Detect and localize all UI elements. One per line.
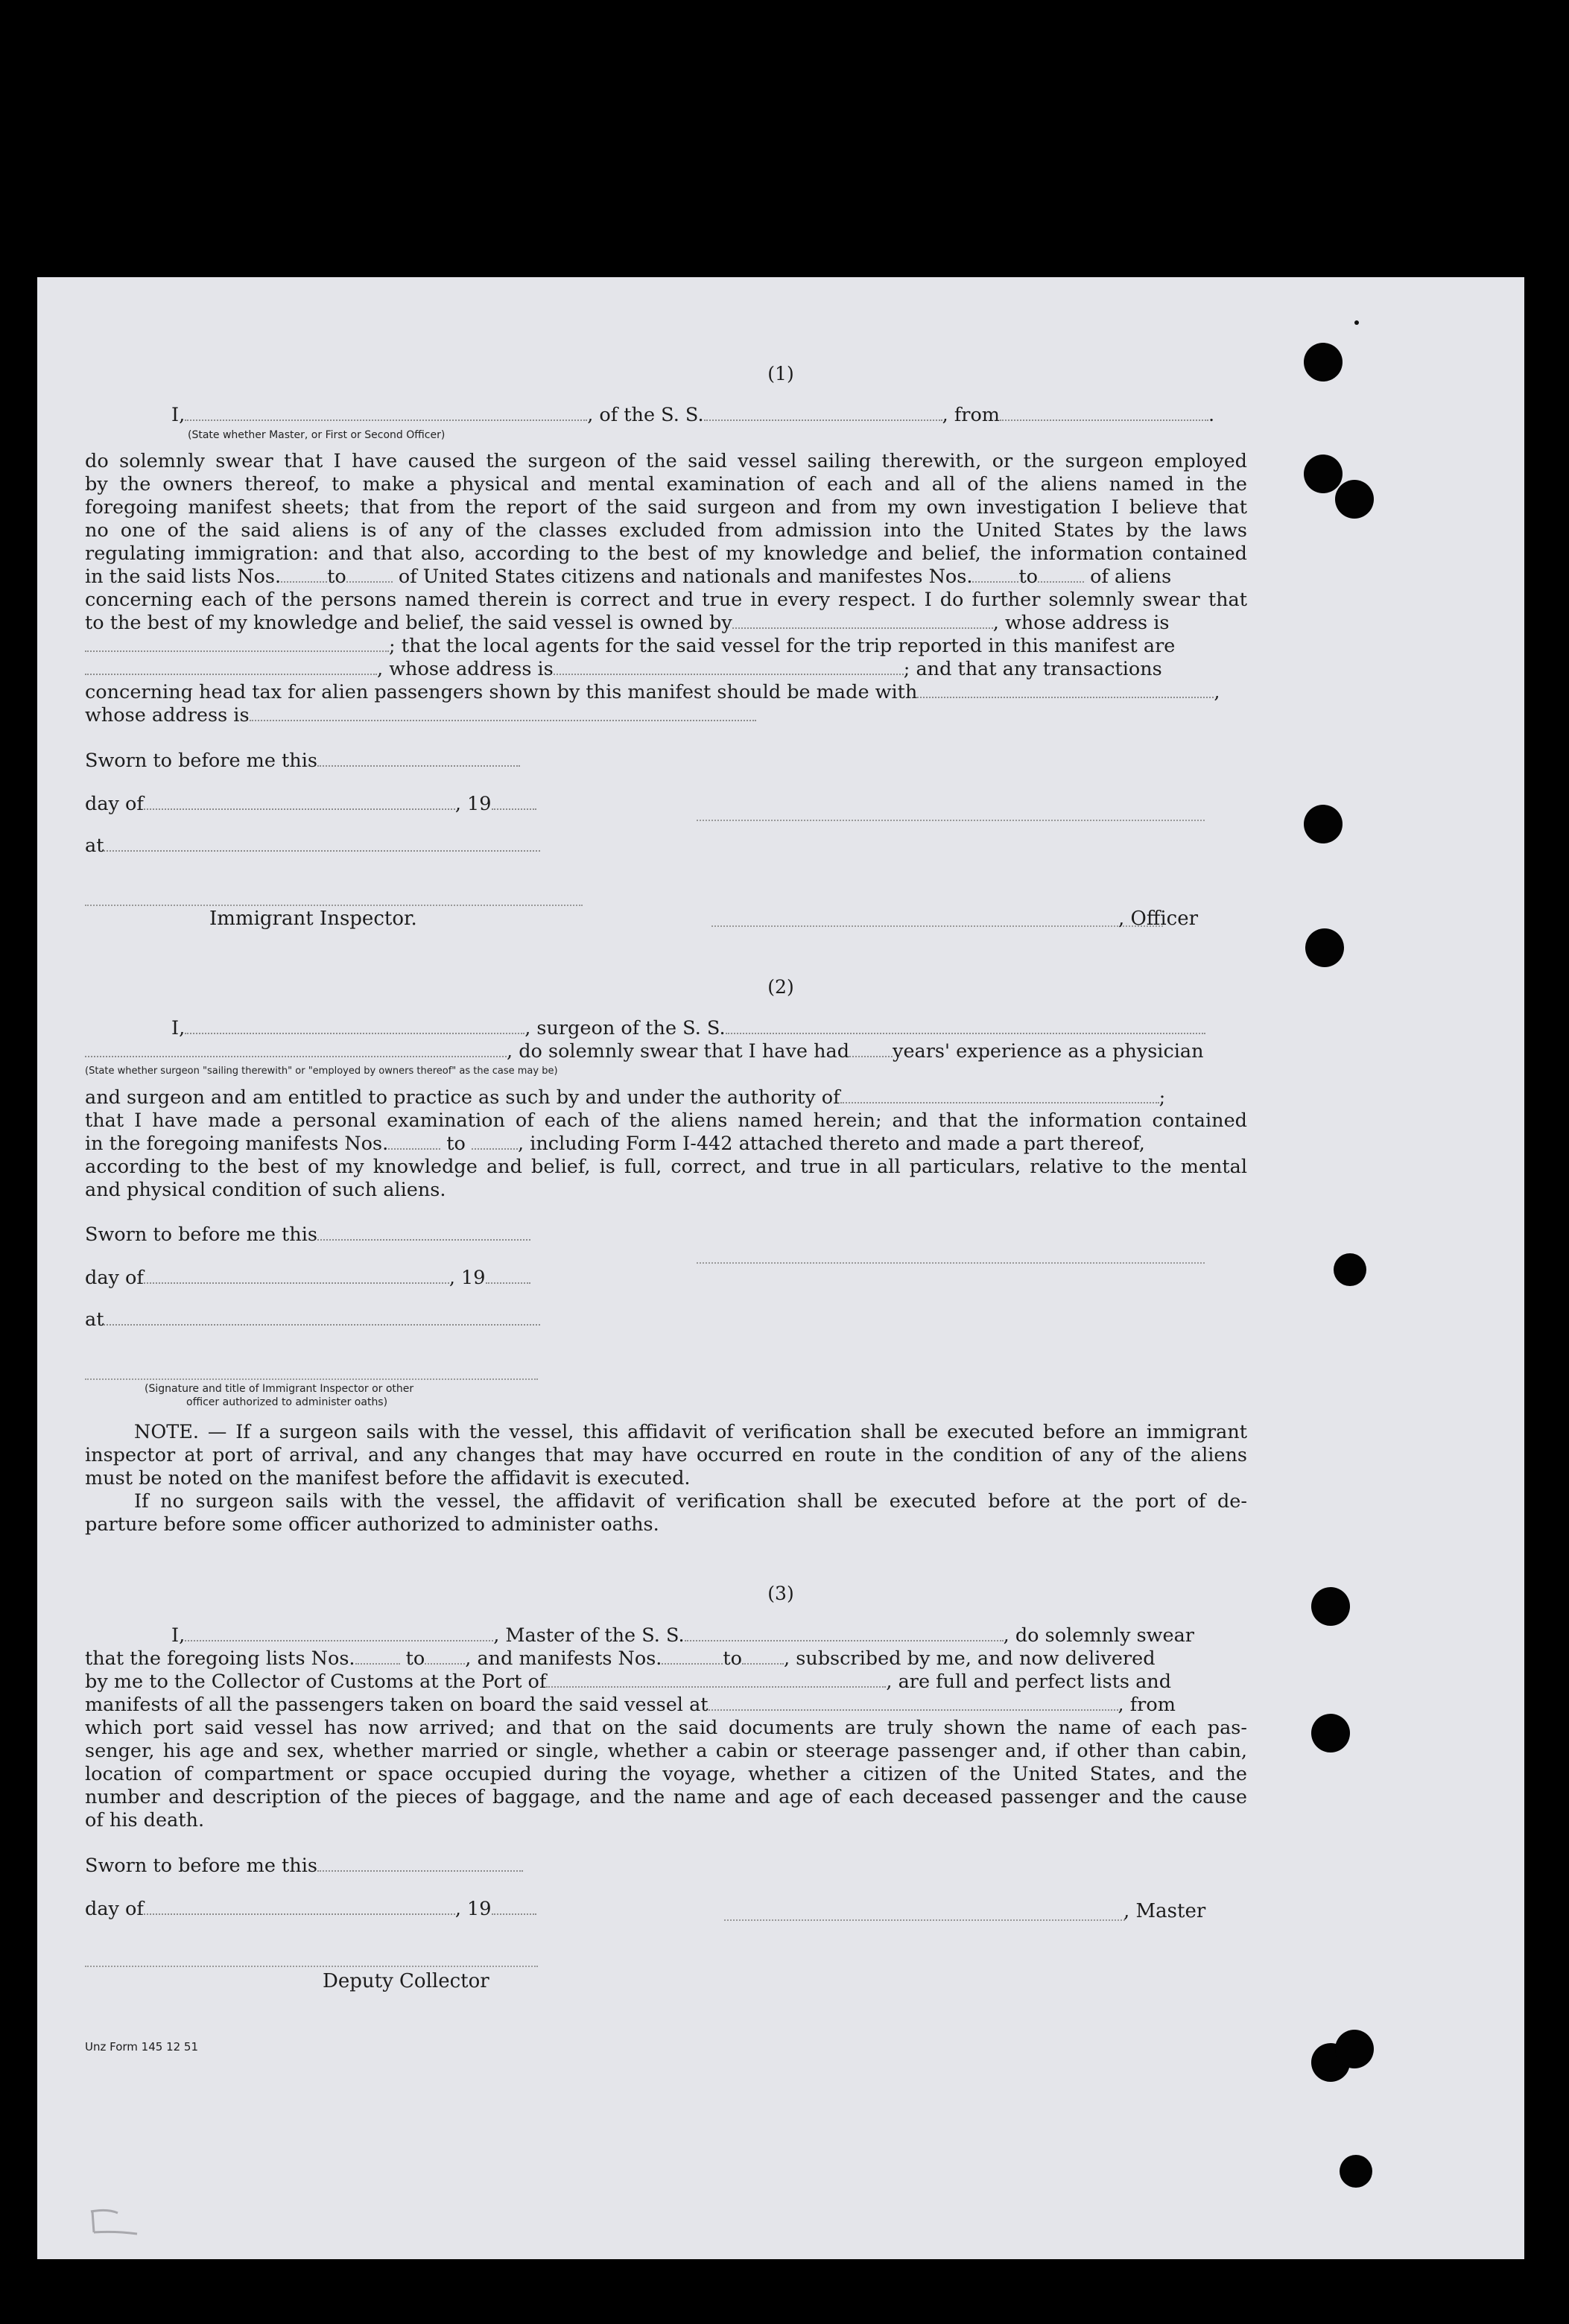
surgeon-status-field[interactable] bbox=[85, 1041, 507, 1057]
section-2-line-2 bbox=[85, 1040, 1247, 1063]
text: ; that the local agents for the said vessel for the trip reported in this manifest are bbox=[389, 635, 1176, 657]
punch-hole bbox=[1304, 805, 1343, 843]
section-3-line-4 bbox=[85, 1694, 1247, 1717]
section-1-body-2: by the owners thereof, to make a physical and mental examination of each and all of the aliens named in the bbox=[85, 473, 1247, 495]
place-field[interactable] bbox=[104, 835, 540, 852]
section-2-number: (2) bbox=[767, 976, 794, 998]
manifest-from-field[interactable] bbox=[662, 1648, 723, 1665]
text: , do solemnly swear that I have had bbox=[507, 1040, 850, 1063]
deputy-collector-label: Deputy Collector bbox=[323, 1970, 489, 1992]
section-2-body-6: according to the best of my knowledge and belief, is full, correct, and true in all particulars, relative to the mental bbox=[85, 1156, 1247, 1178]
section-3-body-8: number and description of the pieces of baggage, and the name and age of each deceased passenger and the cause bbox=[85, 1786, 1247, 1808]
text: , subscribed by me, and now delivered bbox=[784, 1647, 1156, 1670]
authority-field[interactable] bbox=[840, 1087, 1159, 1104]
section-1-line-agent-address bbox=[85, 658, 1247, 681]
text: whose address is bbox=[85, 704, 250, 726]
text: to the best of my knowledge and belief, the said vessel is owned by bbox=[85, 612, 732, 634]
section-1-line-owner bbox=[85, 612, 1247, 635]
text: Sworn to before me this bbox=[85, 1223, 317, 1246]
punch-hole bbox=[1311, 1714, 1350, 1753]
section-2-line-5 bbox=[85, 1133, 1247, 1156]
text: ; and that any transactions bbox=[903, 658, 1162, 680]
section-2-line-3 bbox=[85, 1086, 1247, 1109]
list-to-field[interactable] bbox=[346, 566, 393, 583]
section-1-line-lists bbox=[85, 566, 1247, 589]
month-field[interactable] bbox=[144, 1899, 455, 1915]
section-2-line-1 bbox=[85, 1017, 1247, 1040]
text: , surgeon of the S. S. bbox=[524, 1017, 726, 1039]
section-1-body-3: foregoing manifest sheets; that from the report of the said surgeon and from my own investigation I believe that bbox=[85, 496, 1247, 519]
section-1-line-address bbox=[85, 704, 1247, 727]
section-3-body-9: of his death. bbox=[85, 1809, 205, 1831]
sworn-day-field[interactable] bbox=[317, 1855, 523, 1872]
text: of aliens bbox=[1090, 566, 1172, 588]
text: I, bbox=[171, 404, 186, 426]
section-2-at bbox=[85, 1308, 1247, 1332]
text: , whose address is bbox=[992, 612, 1170, 634]
text: , are full and perfect lists and bbox=[886, 1671, 1172, 1693]
note2-line-2: parture before some officer authorized to administer oaths. bbox=[85, 1513, 659, 1536]
head-tax-address-field[interactable] bbox=[250, 705, 756, 721]
speck bbox=[1354, 320, 1359, 325]
list-from-field[interactable] bbox=[281, 566, 327, 583]
text: . bbox=[1208, 404, 1215, 426]
manifest-from-field[interactable] bbox=[972, 566, 1018, 583]
text: of United States citizens and nationals and manifestes Nos. bbox=[398, 566, 973, 588]
ship-name-field[interactable] bbox=[726, 1018, 1205, 1034]
manifest-from-field[interactable] bbox=[388, 1133, 440, 1150]
text: concerning head tax for alien passengers shown by this manifest should be made with bbox=[85, 681, 918, 703]
owner-address-field[interactable] bbox=[85, 636, 389, 652]
ship-name-field[interactable] bbox=[685, 1625, 1004, 1641]
text: day of bbox=[85, 1898, 144, 1920]
text: , including Form I-442 attached thereto and made a part thereof, bbox=[518, 1133, 1145, 1155]
port-of-departure-field[interactable] bbox=[709, 1694, 1118, 1711]
manifest-affidavit-page bbox=[37, 277, 1524, 2259]
section-1-line-1 bbox=[85, 404, 1247, 427]
section-1-sworn bbox=[85, 750, 1247, 773]
section-1-at bbox=[85, 835, 1247, 858]
section-1-line-agents bbox=[85, 635, 1247, 658]
section-1-body-5: regulating immigration: and that also, according to the best of my knowledge and belief, the information contained bbox=[85, 542, 1247, 565]
inspector-signature-line[interactable] bbox=[85, 905, 583, 906]
pencil-mark bbox=[85, 2207, 145, 2237]
text: to bbox=[723, 1647, 743, 1670]
text: that the foregoing lists Nos. bbox=[85, 1647, 355, 1670]
deputy-signature-line[interactable] bbox=[85, 1966, 538, 1967]
text: manifests of all the passengers taken on board the said vessel at bbox=[85, 1694, 709, 1716]
month-field[interactable] bbox=[144, 794, 455, 810]
text: by me to the Collector of Customs at the Port of bbox=[85, 1671, 547, 1693]
section-1-body-1: do solemnly swear that I have caused the surgeon of the said vessel sailing therewith, or the surgeon employed bbox=[85, 450, 1247, 472]
section-3-line-3 bbox=[85, 1671, 1247, 1694]
section-3-line-1 bbox=[85, 1624, 1247, 1647]
officer-caption: (State whether Master, or First or Second Officer) bbox=[188, 429, 446, 441]
text: , whose address is bbox=[377, 658, 554, 680]
section-1-number: (1) bbox=[767, 363, 794, 384]
year-field[interactable] bbox=[492, 794, 536, 810]
section-3-body-5: which port said vessel has now arrived; and that on the said documents are truly shown the name of each pas- bbox=[85, 1717, 1247, 1739]
list-from-field[interactable] bbox=[355, 1648, 400, 1665]
text: day of bbox=[85, 793, 144, 815]
section-2-body-7: and physical condition of such aliens. bbox=[85, 1179, 446, 1201]
text: , 19 bbox=[454, 1898, 492, 1920]
owner-field[interactable] bbox=[732, 612, 993, 629]
manifest-to-field[interactable] bbox=[742, 1648, 784, 1665]
section-3-dayof bbox=[85, 1898, 1247, 1921]
manifest-to-field[interactable] bbox=[1038, 566, 1084, 583]
month-field[interactable] bbox=[144, 1267, 449, 1284]
text: to bbox=[405, 1647, 425, 1670]
note-line-3: must be noted on the manifest before the affidavit is executed. bbox=[85, 1467, 691, 1489]
surgeon-signature-line[interactable] bbox=[697, 1262, 1205, 1264]
section-1-body-8: concerning each of the persons named therein is correct and true in every respect. I do further solemnly swear that bbox=[85, 589, 1247, 611]
signature-caption-1: (Signature and title of Immigrant Inspector or other bbox=[145, 1383, 414, 1395]
text: , Master of the S. S. bbox=[493, 1624, 685, 1647]
ship-name-field[interactable] bbox=[704, 405, 942, 421]
officer-signature-line[interactable] bbox=[697, 820, 1205, 821]
section-2-sworn bbox=[85, 1223, 1247, 1247]
section-3-sworn bbox=[85, 1855, 1247, 1878]
section-2-body-4: that I have made a personal examination of each of the aliens named herein; and that the information contained bbox=[85, 1109, 1247, 1132]
text: , from bbox=[942, 404, 1000, 426]
sworn-day-field[interactable] bbox=[317, 1224, 530, 1241]
text: in the said lists Nos. bbox=[85, 566, 282, 588]
punch-hole bbox=[1335, 2030, 1374, 2068]
note-line-2: inspector at port of arrival, and any changes that may have occurred en route in the condition of any of the aliens bbox=[85, 1444, 1247, 1466]
punch-hole bbox=[1334, 1253, 1366, 1286]
surgeon-name-field[interactable] bbox=[185, 1018, 524, 1034]
section-3-line-2 bbox=[85, 1647, 1247, 1671]
text: to bbox=[446, 1133, 466, 1155]
master-signature-line[interactable] bbox=[724, 1919, 1125, 1921]
master-label: , Master bbox=[1123, 1900, 1206, 1922]
section-1-body-4: no one of the said aliens is of any of the classes excluded from admission into the United States by the laws bbox=[85, 519, 1247, 542]
punch-hole bbox=[1335, 480, 1374, 519]
text: I, bbox=[171, 1624, 186, 1647]
section-3-number: (3) bbox=[767, 1583, 794, 1604]
officer-title-line[interactable] bbox=[711, 925, 1163, 927]
text: Sworn to before me this bbox=[85, 750, 317, 772]
punch-hole bbox=[1340, 2155, 1372, 2188]
agents-address-field[interactable] bbox=[554, 659, 904, 675]
text: at bbox=[85, 835, 104, 857]
list-to-field[interactable] bbox=[425, 1648, 465, 1665]
text: day of bbox=[85, 1267, 144, 1289]
text: , 19 bbox=[454, 793, 492, 815]
name-field[interactable] bbox=[185, 405, 587, 421]
form-number: Unz Form 145 12 51 bbox=[85, 2040, 199, 2054]
signature-caption-2: officer authorized to administer oaths) bbox=[186, 1396, 388, 1408]
head-tax-agent-field[interactable] bbox=[917, 682, 1214, 698]
text: years' experience as a physician bbox=[893, 1040, 1204, 1063]
text: to bbox=[327, 566, 346, 588]
note2-line-1: If no surgeon sails with the vessel, the affidavit of verification shall be executed before at the port of de- bbox=[134, 1490, 1247, 1513]
text: and surgeon and am entitled to practice as such by and under the authority of bbox=[85, 1086, 840, 1109]
punch-hole bbox=[1304, 455, 1343, 493]
port-of-arrival-field[interactable] bbox=[546, 1671, 886, 1688]
inspector-signature-line[interactable] bbox=[85, 1378, 538, 1380]
text: , do solemnly swear bbox=[1003, 1624, 1194, 1647]
section-3-body-7: location of compartment or space occupied during the voyage, whether a citizen of the United States, and the bbox=[85, 1763, 1247, 1785]
manifest-to-field[interactable] bbox=[472, 1133, 518, 1150]
section-1-line-headtax bbox=[85, 681, 1247, 704]
surgeon-caption: (State whether surgeon "sailing therewith" or "employed by owners thereof" as the case may be) bbox=[85, 1066, 558, 1077]
text: Sworn to before me this bbox=[85, 1855, 317, 1877]
text: , and manifests Nos. bbox=[465, 1647, 662, 1670]
text: in the foregoing manifests Nos. bbox=[85, 1133, 389, 1155]
punch-hole bbox=[1305, 928, 1344, 967]
text: at bbox=[85, 1308, 104, 1331]
year-field[interactable] bbox=[486, 1267, 530, 1284]
port-from-field[interactable] bbox=[1000, 405, 1208, 421]
year-field[interactable] bbox=[492, 1899, 536, 1915]
sworn-day-field[interactable] bbox=[317, 750, 520, 767]
master-name-field[interactable] bbox=[185, 1625, 493, 1641]
text: , from bbox=[1118, 1694, 1176, 1716]
officer-label: , Officer bbox=[1118, 908, 1199, 930]
immigrant-inspector-label: Immigrant Inspector. bbox=[209, 908, 417, 930]
text: I, bbox=[171, 1017, 186, 1039]
text: , 19 bbox=[448, 1267, 486, 1289]
text: , bbox=[1214, 681, 1220, 703]
section-2-dayof bbox=[85, 1267, 1247, 1290]
text: , of the S. S. bbox=[587, 404, 704, 426]
text: ; bbox=[1158, 1086, 1166, 1109]
years-field[interactable] bbox=[849, 1041, 893, 1057]
text: to bbox=[1018, 566, 1039, 588]
section-1-dayof bbox=[85, 793, 1247, 816]
agents-field[interactable] bbox=[85, 659, 377, 675]
note-line-1: NOTE. — If a surgeon sails with the vessel, this affidavit of verification shall be executed before an immigrant bbox=[134, 1421, 1247, 1443]
place-field[interactable] bbox=[104, 1309, 540, 1326]
section-3-body-6: senger, his age and sex, whether married or single, whether a cabin or steerage passenger and, if other than cabin, bbox=[85, 1740, 1247, 1762]
